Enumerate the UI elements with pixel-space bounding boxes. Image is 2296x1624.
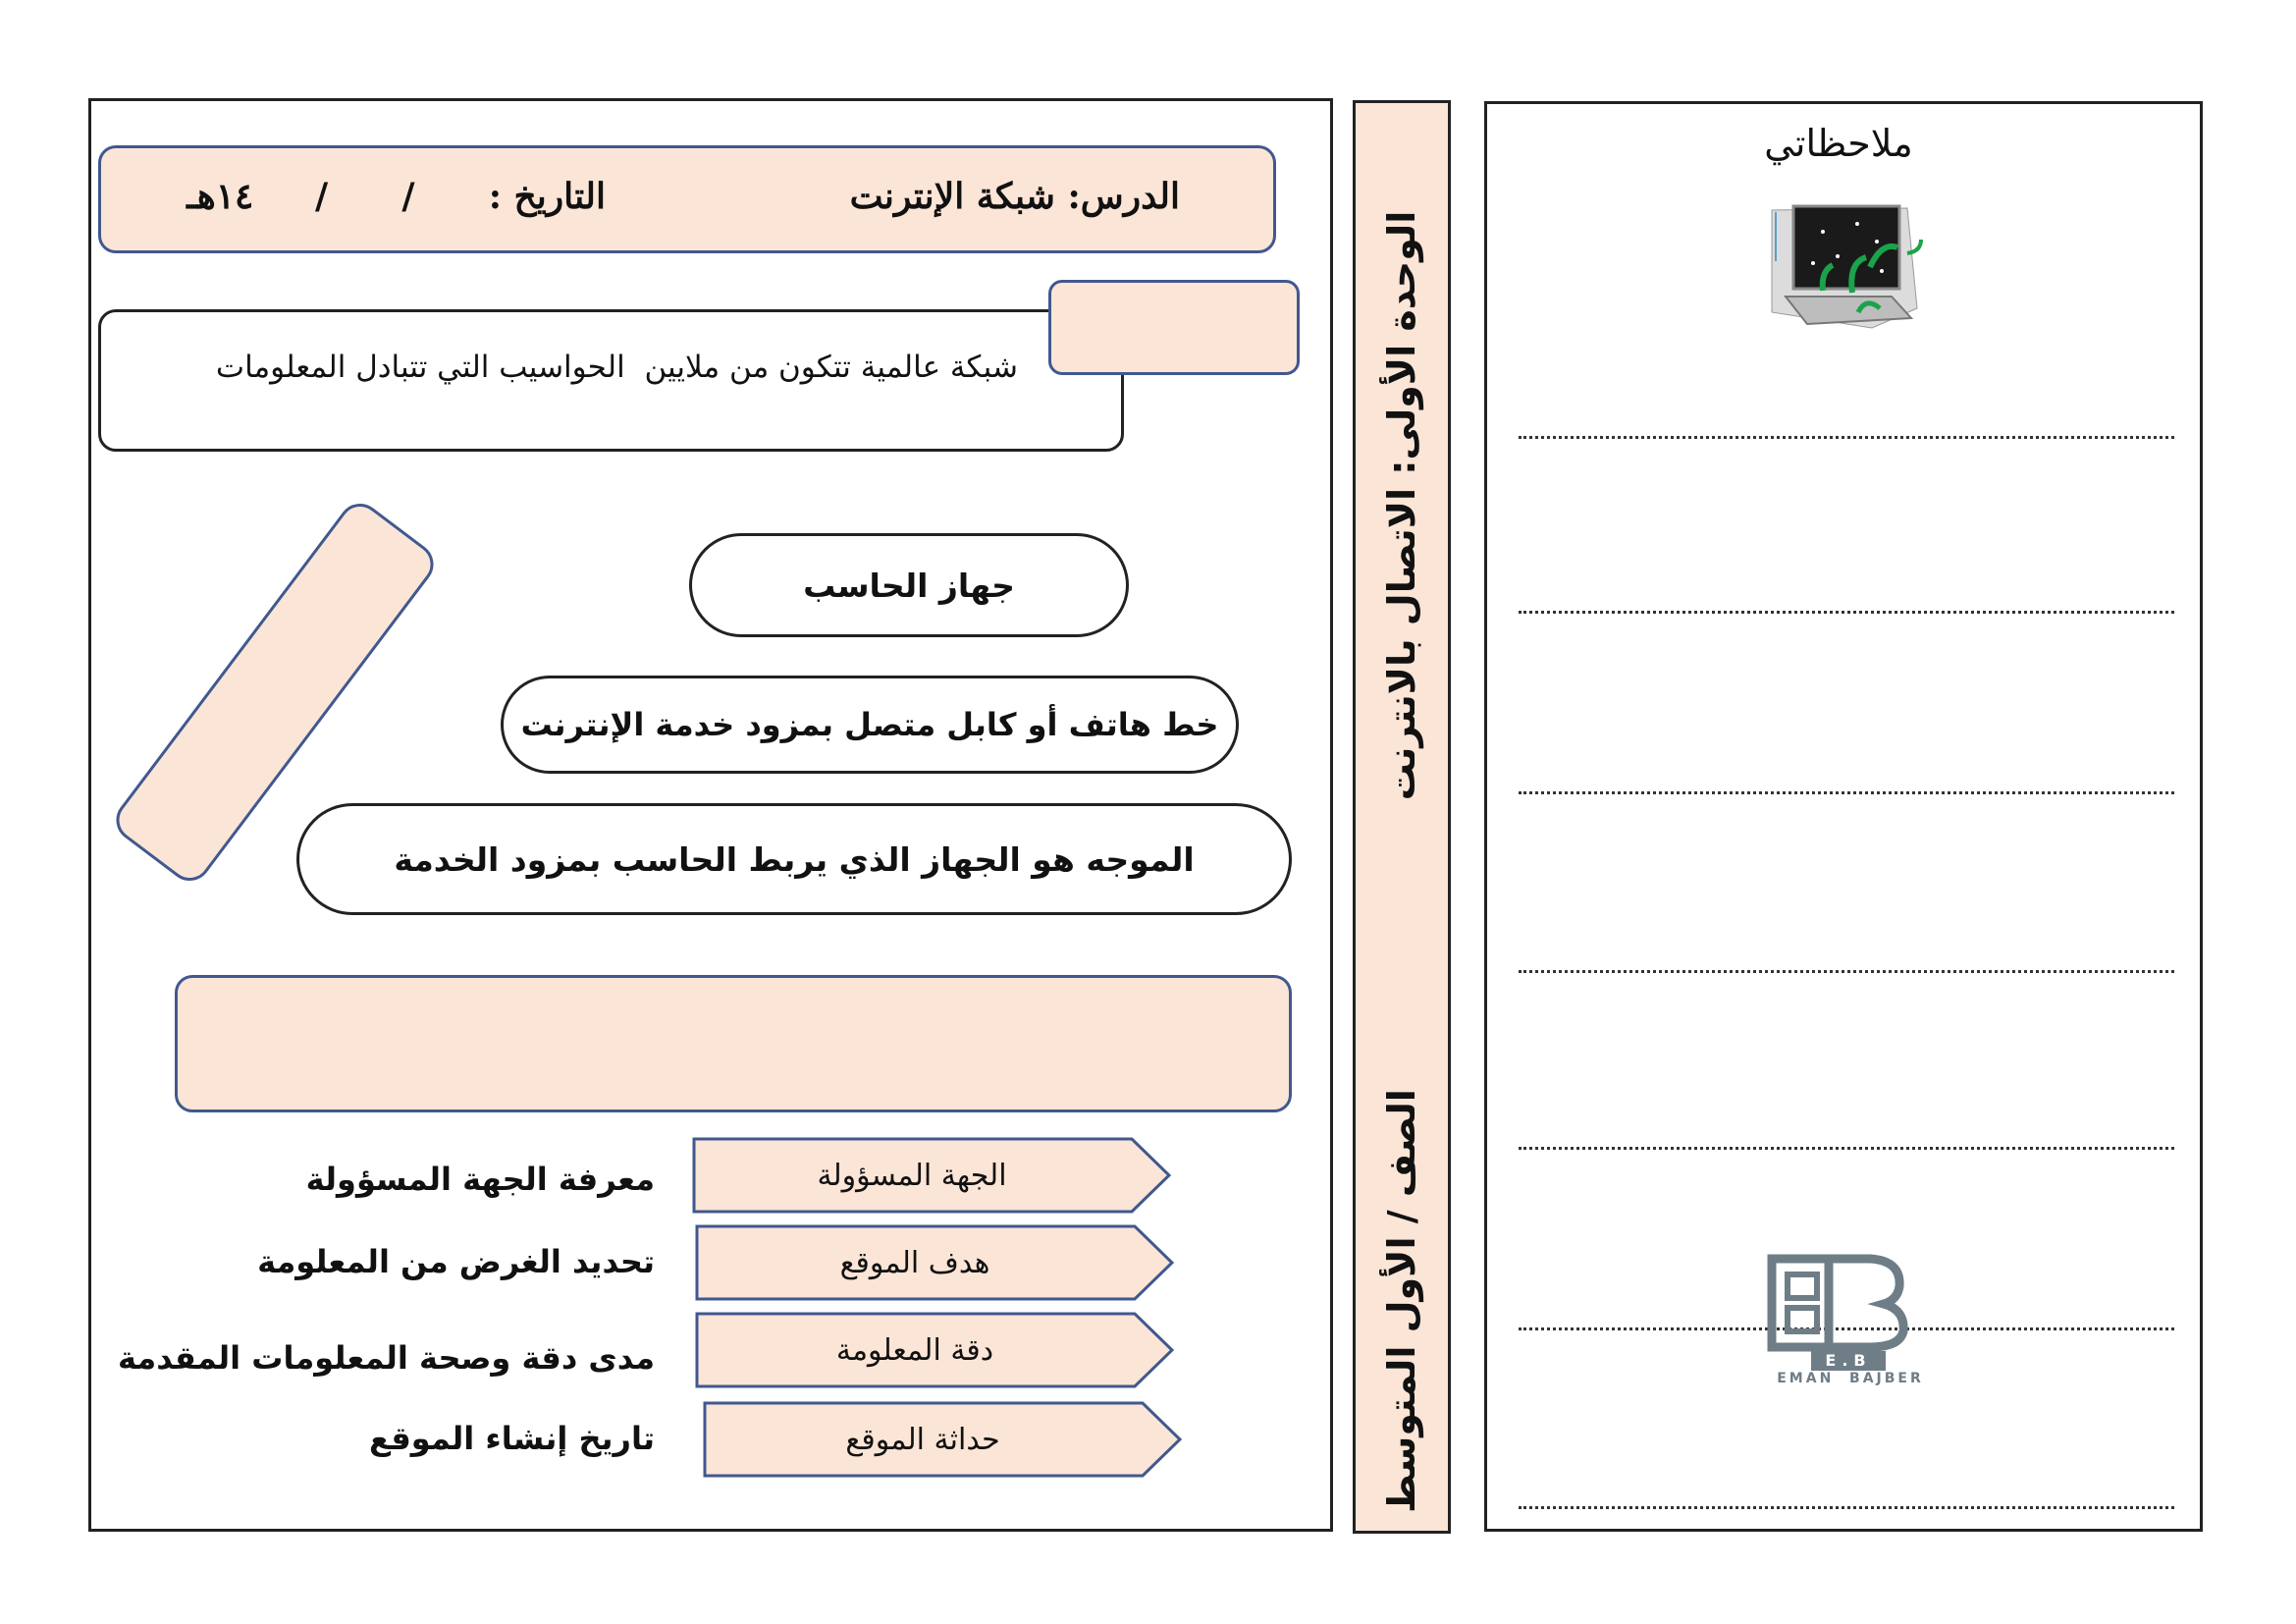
logo-caption: EMAN BAJBER: [1777, 1371, 1924, 1386]
criteria-tag: [695, 1224, 1176, 1301]
criteria-desc: مدى دقة وصحة المعلومات المقدمة: [117, 1339, 655, 1377]
laptop-icon: [1764, 202, 1931, 330]
criteria-tag: [692, 1137, 1173, 1214]
criteria-desc: تاريخ إنشاء الموقع: [368, 1420, 655, 1457]
header-bar: [98, 145, 1276, 253]
requirement-router: الموجه هو الجهاز الذي يربط الحاسب بمزود الخدمة: [296, 803, 1292, 915]
logo-letters: E.B: [1825, 1351, 1872, 1370]
definition-text: شبكة عالمية تتكون من ملايين الحواسيب التي تتبادل المعلومات: [215, 350, 1018, 385]
note-line[interactable]: [1519, 970, 2174, 973]
note-line[interactable]: [1519, 1506, 2174, 1509]
criteria-desc: معرفة الجهة المسؤولة: [305, 1161, 655, 1198]
requirement-phone-line: خط هاتف أو كابل متصل بمزود خدمة الإنترنت: [501, 676, 1239, 774]
date-line: التاريخ : / / ١٤هـ: [187, 176, 606, 217]
criteria-desc: تحديد الغرض من المعلومة: [257, 1243, 655, 1280]
criteria-tag-label: الجهة المسؤولة: [817, 1158, 1007, 1193]
criteria-tag: [695, 1312, 1176, 1388]
criteria-blank-title[interactable]: [175, 975, 1292, 1112]
criteria-tag-label: هدف الموقع: [839, 1245, 990, 1280]
criteria-tag-label: حداثة الموقع: [845, 1422, 1000, 1457]
unit-title: الوحدة الأولى: الاتصال بالانترنت: [1380, 210, 1423, 801]
criteria-tag: [703, 1401, 1184, 1478]
unit-sidebar: [1353, 100, 1451, 1534]
requirement-computer: جهاز الحاسب: [689, 533, 1129, 637]
criteria-tag-label: دقة المعلومة: [835, 1332, 994, 1368]
notes-title: ملاحظاتي: [1764, 122, 1913, 165]
definition-box: [98, 309, 1124, 452]
lesson-title: الدرس: شبكة الإنترنت: [849, 176, 1180, 217]
note-line[interactable]: [1519, 611, 2174, 614]
definition-blank-tab[interactable]: [1048, 280, 1300, 375]
note-line[interactable]: [1519, 791, 2174, 794]
grade-label: الصف / الأول المتوسط: [1380, 1089, 1423, 1513]
notes-panel: [1484, 101, 2203, 1532]
note-line[interactable]: [1519, 436, 2174, 439]
note-line[interactable]: [1519, 1147, 2174, 1150]
eb-logo: [1752, 1253, 1949, 1390]
